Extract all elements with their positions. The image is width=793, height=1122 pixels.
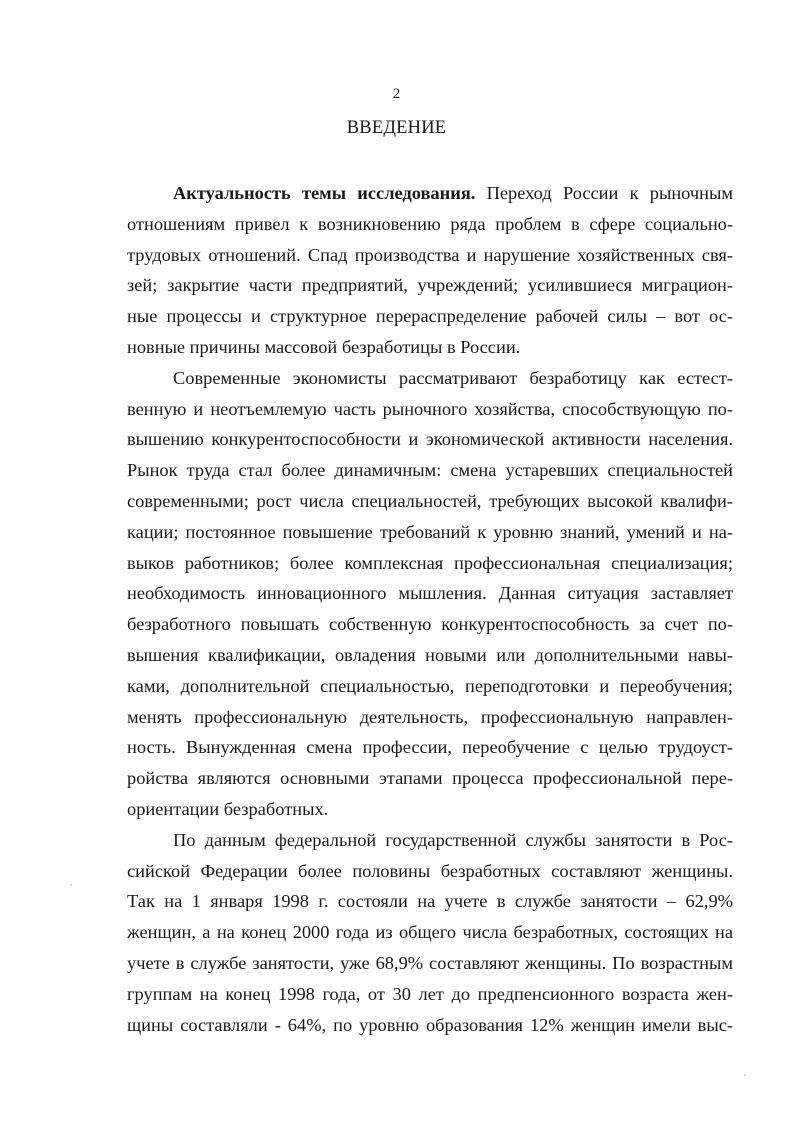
text-line: венную и неотъемлемую часть рыночного хозяйства, способствующую по- — [127, 398, 733, 419]
text-line: сийской Федерации более половины безработных составляют женщины. — [127, 860, 733, 881]
text-line: выков работников; более комплексная профессиональная специализация; — [127, 552, 733, 573]
text-line: вышения квалификации, овладения новыми или дополнительными навы- — [127, 644, 733, 665]
text-line: новные причины массовой безработицы в России. — [127, 336, 521, 357]
scan-speck — [744, 1074, 746, 1076]
text-line: По данным федеральной государственной службы занятости в Рос- — [173, 829, 733, 850]
scan-speck — [70, 884, 72, 886]
text-line: Рынок труда стал более динамичным: смена устаревших специальностей — [127, 460, 733, 481]
paragraph-statistics — [127, 825, 733, 1041]
text-line — [127, 178, 733, 209]
text-line: ориентации безработных. — [127, 798, 329, 819]
body-text — [127, 178, 733, 1040]
text-line: щины составляли - 64%, по уровню образования 12% женщин имели выс- — [127, 1014, 733, 1035]
section-heading: ВВЕДЕНИЕ — [346, 118, 447, 138]
paragraph-economists — [127, 363, 733, 825]
page-number: 2 — [392, 86, 401, 102]
text-line: ные процессы и структурное перераспределение рабочей силы – вот ос- — [127, 306, 733, 327]
text-line: ройства являются основными этапами процесса профессиональной пере- — [127, 768, 733, 789]
text-line: учете в службе занятости, уже 68,9% составляют женщины. По возрастным — [127, 952, 733, 973]
text-line: ность. Вынужденная смена профессии, переобучение с целью трудоуст- — [127, 737, 733, 758]
text-line: ками, дополнительной специальностью, переподготовки и переобучения; — [127, 675, 733, 696]
text-line: трудовых отношений. Спад производства и нарушение хозяйственных свя- — [127, 244, 733, 265]
bold-lead: Актуальность темы исследования. — [173, 183, 476, 203]
text-line: вышению конкурентоспособности и экономической активности населения. — [127, 429, 733, 450]
text-line: женщин, а на конец 2000 года из общего числа безработных, состоящих на — [127, 922, 733, 943]
line-text: Переход России к рыночным — [475, 183, 733, 203]
text-line: Современные экономисты рассматривают безработицу как естест- — [173, 367, 733, 388]
text-line: безработного повышать собственную конкурентоспособность за счет по- — [127, 614, 733, 635]
text-line: Так на 1 января 1998 г. состояли на учете в службе занятости – 62,9% — [127, 891, 733, 912]
text-line: необходимость инновационного мышления. Данная ситуация заставляет — [127, 583, 733, 604]
paragraph-relevance — [127, 178, 733, 363]
text-line: современными; рост числа специальностей, требующих высокой квалифи- — [127, 490, 733, 511]
text-line: зей; закрытие части предприятий, учреждений; усилившиеся миграцион- — [127, 275, 733, 296]
text-line: кации; постоянное повышение требований к уровню знаний, умений и на- — [127, 521, 733, 542]
text-line: менять профессиональную деятельность, профессиональную направлен- — [127, 706, 733, 727]
text-line: отношениям привел к возникновению ряда проблем в сфере социально- — [127, 213, 733, 234]
text-line: группам на конец 1998 года, от 30 лет до предпенсионного возраста жен- — [127, 983, 733, 1004]
